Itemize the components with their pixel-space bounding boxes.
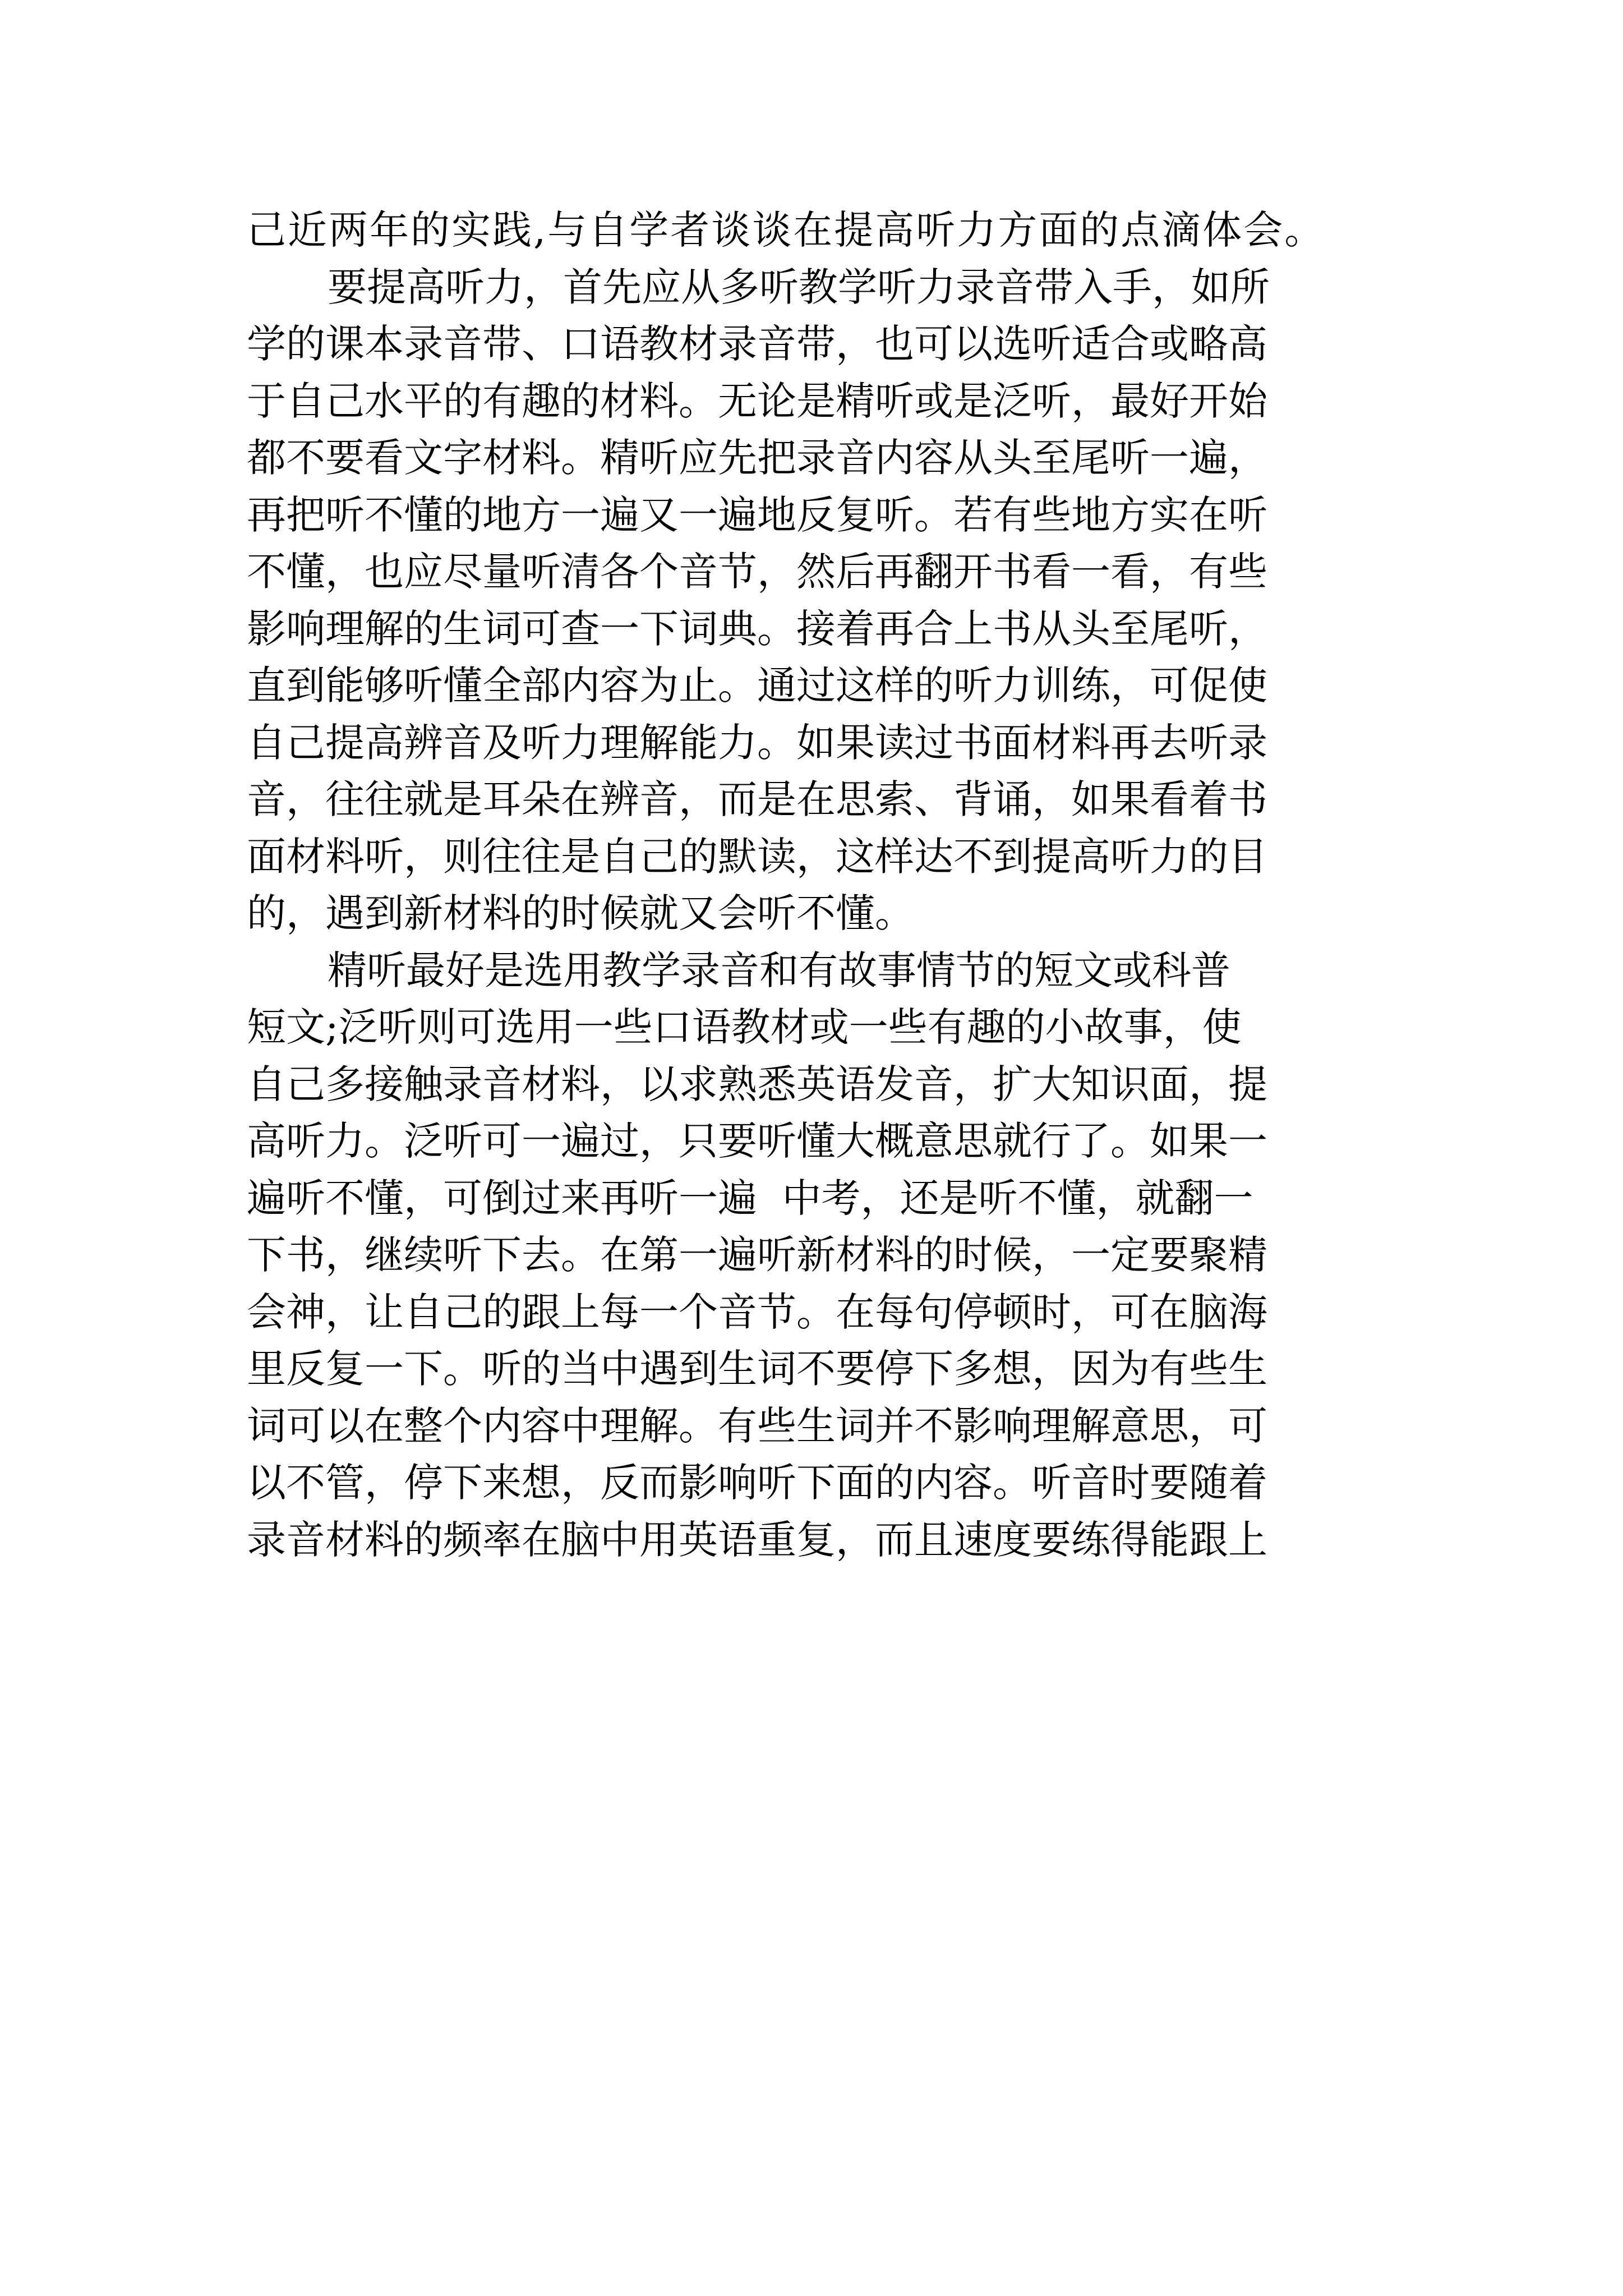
text-line: 会神，让自己的跟上每一个音节。在每句停顿时，可在脑海 xyxy=(247,1289,1267,1335)
text-line: 短文;泛听则可选用一些口语教材或一些有趣的小故事，使 xyxy=(247,1004,1242,1050)
text-line: 音，往往就是耳朵在辨音，而是在思索、背诵，如果看着书 xyxy=(247,776,1267,822)
text-line: 不懂，也应尽量听清各个音节，然后再翻开书看一看，有些 xyxy=(247,549,1267,595)
text-line: 于自己水平的有趣的材料。无论是精听或是泛听，最好开始 xyxy=(247,378,1267,424)
text-line: 词可以在整个内容中理解。有些生词并不影响理解意思，可 xyxy=(247,1402,1267,1449)
text-line: 里反复一下。听的当中遇到生词不要停下多想，因为有些生 xyxy=(247,1346,1267,1392)
text-line: 自己多接触录音材料，以求熟悉英语发音，扩大知识面，提 xyxy=(247,1061,1267,1107)
paragraph-start-line: 精听最好是选用教学录音和有故事情节的短文或科普 xyxy=(328,947,1230,993)
text-line: 以不管，停下来想，反而影响听下面的内容。听音时要随着 xyxy=(247,1460,1267,1506)
body-text xyxy=(247,202,1424,1568)
text-line: 面材料听，则往往是自己的默读，这样达不到提高听力的目 xyxy=(247,833,1267,880)
text-line: 学的课本录音带、口语教材录音带，也可以选听适合或略高 xyxy=(247,321,1267,367)
text-line: 录音材料的频率在脑中用英语重复，而且速度要练得能跟上 xyxy=(247,1516,1267,1563)
text-line: 都不要看文字材料。精听应先把录音内容从头至尾听一遍， xyxy=(247,435,1267,481)
text-line: 下书，继续听下去。在第一遍听新材料的时候，一定要聚精 xyxy=(247,1232,1267,1278)
paragraph-start-line: 要提高听力，首先应从多听教学听力录音带入手，如所 xyxy=(328,264,1270,310)
text-line: 遍听不懂，可倒过来再听一遍 中考，还是听不懂，就翻一 xyxy=(247,1175,1253,1221)
text-line: 自己提高辨音及听力理解能力。如果读过书面材料再去听录 xyxy=(247,719,1267,766)
text-line: 高听力。泛听可一遍过，只要听懂大概意思就行了。如果一 xyxy=(247,1118,1267,1164)
text-line: 的，遇到新材料的时候就又会听不懂。 xyxy=(247,890,914,936)
text-line: 直到能够听懂全部内容为止。通过这样的听力训练，可促使 xyxy=(247,662,1267,708)
text-line: 影响理解的生词可查一下词典。接着再合上书从头至尾听， xyxy=(247,605,1267,652)
text-line: 再把听不懂的地方一遍又一遍地反复听。若有些地方实在听 xyxy=(247,491,1267,538)
text-line: 己近两年的实践,与自学者谈谈在提高听力方面的点滴体会。 xyxy=(247,207,1326,253)
